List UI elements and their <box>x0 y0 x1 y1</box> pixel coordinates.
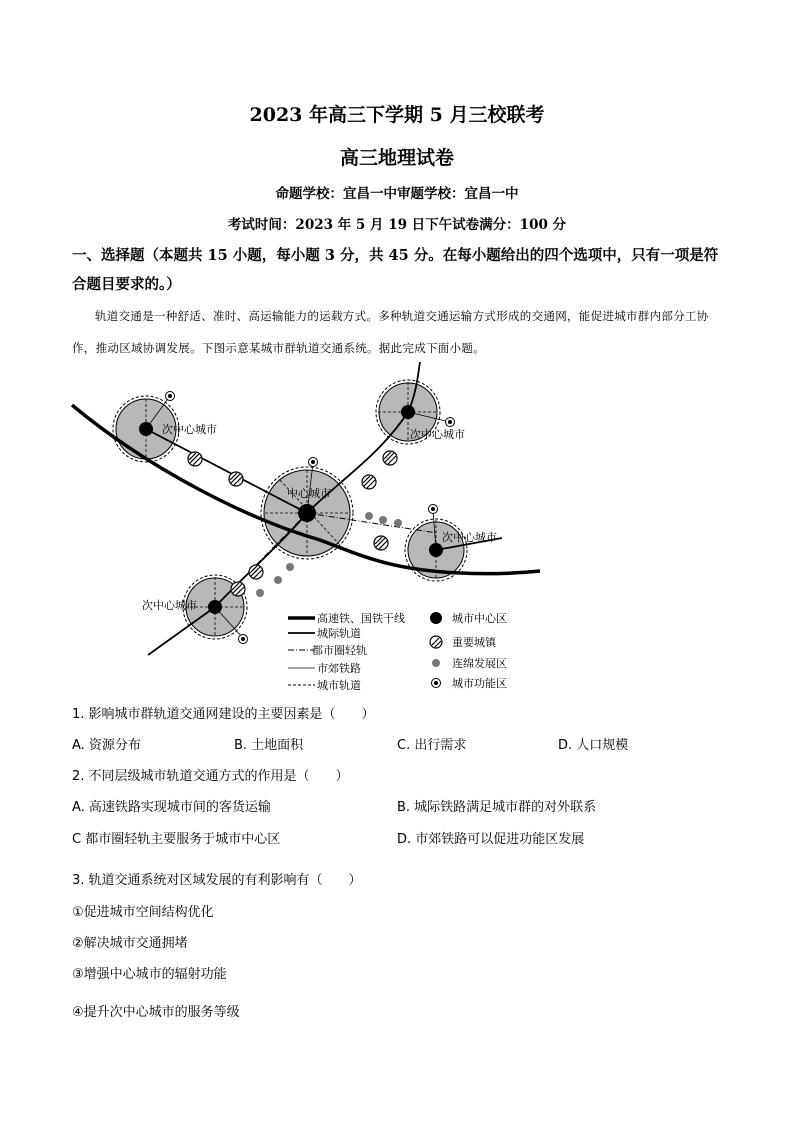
q1-option-a[interactable]: A. 资源分布 <box>72 738 141 753</box>
q1-option-d[interactable]: D. 人口规模 <box>558 738 629 753</box>
legend-important-town: 重要城镇 <box>452 636 496 649</box>
question-2-stem: 2. 不同层级城市轨道交通方式的作用是（ ） <box>72 769 349 784</box>
q2-option-d[interactable]: D. 市郊铁路可以促进功能区发展 <box>397 832 585 847</box>
q2-option-a[interactable]: A. 高速铁路实现城市间的客货运输 <box>72 800 271 815</box>
legend-hsr: 高速铁、国铁干线 <box>317 612 405 625</box>
question-1-stem: 1. 影响城市群轨道交通网建设的主要因素是（ ） <box>72 707 375 722</box>
q3-item-4: ④提升次中心城市的服务等级 <box>72 1005 240 1020</box>
q3-item-3: ③增强中心城市的辐射功能 <box>72 967 227 982</box>
exam-subtitle: 高三地理试卷 <box>339 147 454 169</box>
q2-option-b[interactable]: B. 城际铁路满足城市群的对外联系 <box>397 800 597 815</box>
q1-option-b[interactable]: B. 土地面积 <box>234 738 304 753</box>
legend-suburban: 市郊铁路 <box>317 662 361 675</box>
exam-title: 2023 年高三下学期 5 月三校联考 <box>249 104 545 126</box>
label-sub-city-1: 次中心城市 <box>162 423 217 436</box>
legend-function-area: 城市功能区 <box>452 677 507 690</box>
label-center-city: 中心城市 <box>287 487 331 500</box>
q1-option-c[interactable]: C. 出行需求 <box>397 738 467 753</box>
label-sub-city-2: 次中心城市 <box>410 428 465 441</box>
diagram-legend <box>288 611 507 692</box>
school-info: 命题学校：宜昌一中审题学校：宜昌一中 <box>275 186 519 202</box>
legend-continuous-area: 连绵发展区 <box>452 657 507 670</box>
rail-network-diagram <box>60 360 560 700</box>
intro-paragraph: 轨道交通是一种舒适、准时、高运输能力的运载方式。多种轨道交通运输方式形成的交通网，能促进城市群内部分工协作，推动区域协调发展。下图示意某城市群轨道交通系统。据此完成下面小题。 <box>72 309 709 355</box>
q3-item-2: ②解决城市交通拥堵 <box>72 936 188 951</box>
legend-city-center: 城市中心区 <box>452 612 507 625</box>
exam-time-info: 考试时间：2023 年 5 月 19 日下午试卷满分：100 分 <box>227 217 567 233</box>
label-sub-city-4: 次中心城市 <box>142 599 197 612</box>
legend-urban-rail: 城市轨道 <box>317 679 361 692</box>
legend-light-rail: 都市圈轻轨 <box>312 644 367 657</box>
section-heading: 一、选择题（本题共 15 小题，每小题 3 分，共 45 分。在每小题给出的四个选项中，只有一项是符合题目要求的。） <box>72 247 719 293</box>
question-3-stem: 3. 轨道交通系统对区域发展的有利影响有（ ） <box>72 873 362 888</box>
label-sub-city-3: 次中心城市 <box>442 531 497 544</box>
q3-item-1: ①促进城市空间结构优化 <box>72 905 214 920</box>
legend-intercity: 城际轨道 <box>317 627 361 640</box>
q2-option-c[interactable]: C 都市圈轻轨主要服务于城市中心区 <box>72 832 281 847</box>
